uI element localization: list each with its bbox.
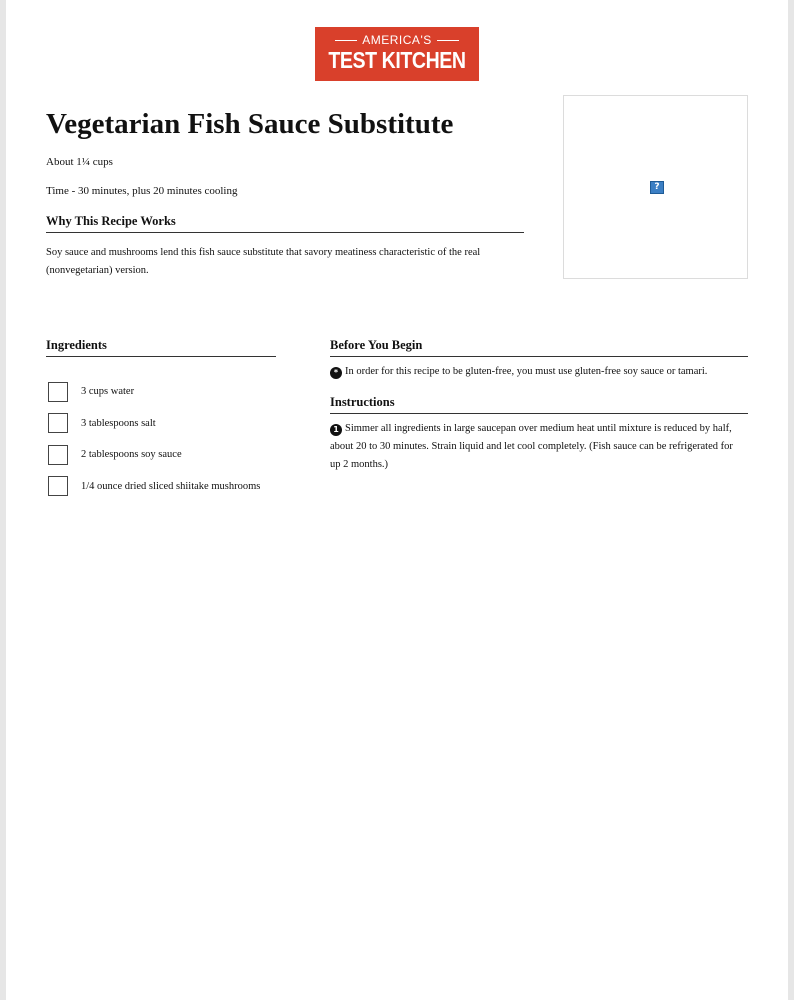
ingredient-checkbox[interactable] <box>48 476 68 496</box>
ingredient-label: 2 tablespoons soy sauce <box>81 449 182 461</box>
americas-test-kitchen-logo <box>315 27 479 81</box>
recipe-title: Vegetarian Fish Sauce Substitute <box>46 108 454 140</box>
before-you-begin-text <box>330 364 750 380</box>
instruction-step <box>330 420 740 474</box>
ingredients-list <box>48 376 260 502</box>
ingredient-checkbox[interactable] <box>48 445 68 465</box>
logo-top-text: AMERICA'S <box>362 33 432 47</box>
why-heading: Why This Recipe Works <box>46 214 524 233</box>
ingredient-label: 1/4 ounce dried sliced shiitake mushrooms <box>81 480 261 492</box>
ingredient-label: 3 tablespoons salt <box>81 417 156 429</box>
logo-bottom-text: TEST KITCHEN <box>328 47 466 73</box>
step-number-icon: 1 <box>330 424 342 436</box>
ingredient-item[interactable] <box>48 471 260 503</box>
instruction-step-text: Simmer all ingredients in large saucepan over medium heat until mixture is reduced by half, about 20 to 30 minutes. Strain liquid and let cool completely. (Fish sauce can be refrigerated for up 2 months.) <box>330 423 733 470</box>
ingredient-item[interactable] <box>48 439 260 471</box>
ingredient-item[interactable] <box>48 408 260 440</box>
ingredients-heading: Ingredients <box>46 338 276 357</box>
before-you-begin-note: In order for this recipe to be gluten-free, you must use gluten-free soy sauce or tamari. <box>345 366 708 377</box>
ingredient-checkbox[interactable] <box>48 413 68 433</box>
recipe-time: Time - 30 minutes, plus 20 minutes cooling <box>46 185 238 197</box>
instructions-heading: Instructions <box>330 395 748 414</box>
ingredient-checkbox[interactable] <box>48 382 68 402</box>
logo-rule-right <box>437 40 459 41</box>
recipe-page <box>6 0 788 1000</box>
recipe-yield: About 1¼ cups <box>46 156 113 168</box>
why-body: Soy sauce and mushrooms lend this fish sauce substitute that savory meatiness characteristic of the real (nonvegetarian) version. <box>46 247 481 276</box>
logo-rule-left <box>335 40 357 41</box>
ingredient-label: 3 cups water <box>81 386 135 398</box>
broken-image-icon: ? <box>650 181 664 194</box>
asterisk-bullet-icon: * <box>330 367 342 379</box>
recipe-image <box>563 95 748 279</box>
ingredient-item[interactable] <box>48 376 260 408</box>
before-you-begin-heading: Before You Begin <box>330 338 748 357</box>
